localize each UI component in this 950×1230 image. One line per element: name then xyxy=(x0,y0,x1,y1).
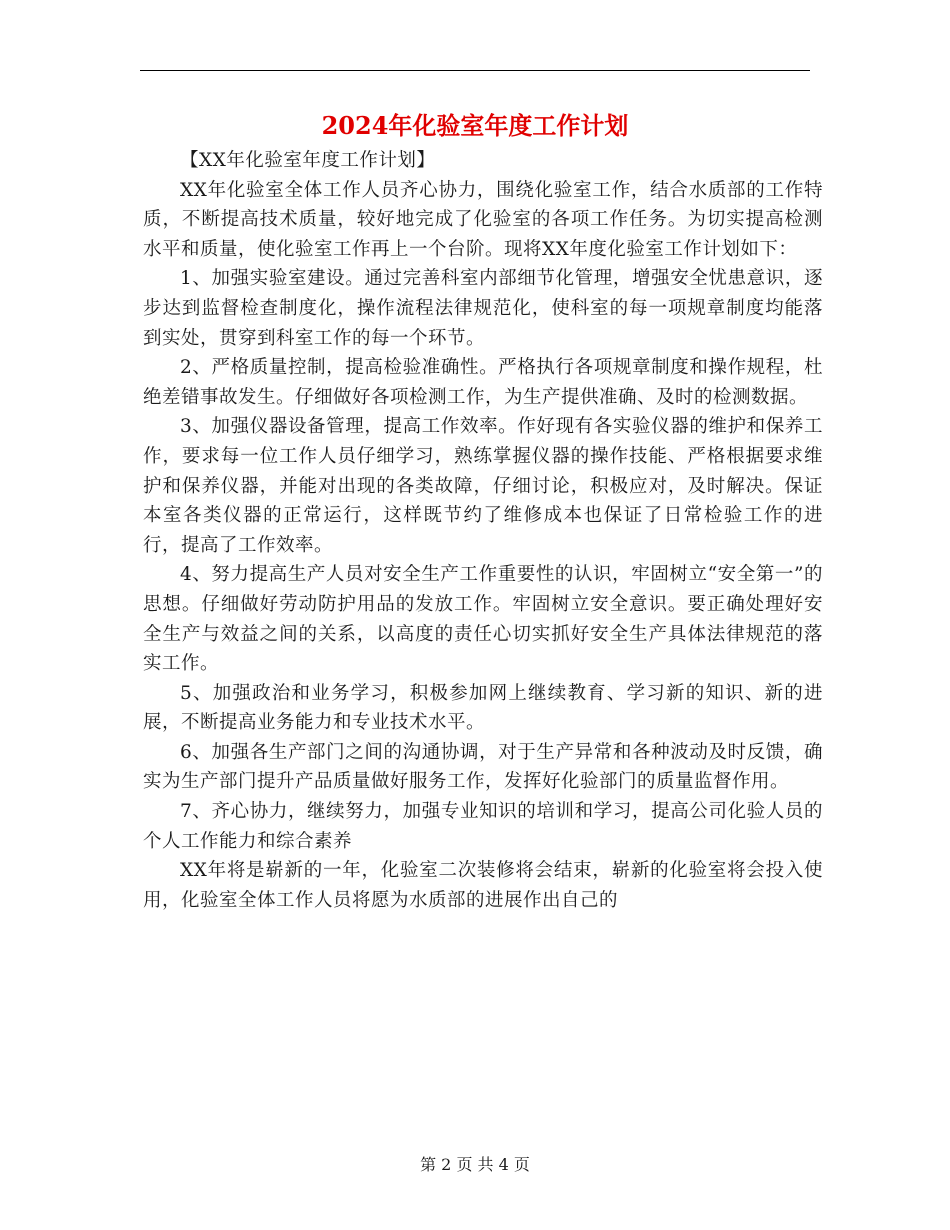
paragraph-subtitle: 【XX年化验室年度工作计划】 xyxy=(180,150,436,171)
paragraph-item-5: 5、加强政治和业务学习，积极参加网上继续教育、学习新的知识、新的进展，不断提高业务能力和专业技术水平。 xyxy=(143,682,823,734)
paragraph-intro: XX年化验室全体工作人员齐心协力，围绕化验室工作，结合水质部的工作特质，不断提高技术质量，较好地完成了化验室的各项工作任务。为切实提高检测水平和质量，使化验室工作再上一个台阶。现将XX年度化验室工作计划如下： xyxy=(143,179,823,260)
paragraph-item-4: 4、努力提高生产人员对安全生产工作重要性的认识，牢固树立“安全第一”的思想。仔细做好劳动防护用品的发放工作。牢固树立安全意识。要正确处理好安全生产与效益之间的关系，以高度的责任心切实抓好安全生产具体法律规范的落实工作。 xyxy=(143,564,823,675)
document-body xyxy=(143,146,823,915)
paragraph-item-3: 3、加强仪器设备管理，提高工作效率。作好现有各实验仪器的维护和保养工作，要求每一位工作人员仔细学习，熟练掌握仪器的操作技能、严格根据要求维护和保养仪器，并能对出现的各类故障，仔细讨论，积极应对，及时解决。保证本室各类仪器的正常运行，这样既节约了维修成本也保证了日常检验工作的进行，提高了工作效率。 xyxy=(143,416,823,556)
header-rule xyxy=(140,70,810,71)
paragraph-item-2: 2、严格质量控制，提高检验准确性。严格执行各项规章制度和操作规程，杜绝差错事故发生。仔细做好各项检测工作，为生产提供准确、及时的检测数据。 xyxy=(143,357,823,408)
page-number: 第 2 页 共 4 页 xyxy=(420,1155,530,1174)
paragraph-closing: XX年将是崭新的一年，化验室二次装修将会结束，崭新的化验室将会投入使用，化验室全体工作人员将愿为水质部的进展作出自己的 xyxy=(143,860,823,911)
paragraph-item-1: 1、加强实验室建设。通过完善科室内部细节化管理，增强安全忧患意识，逐步达到监督检查制度化，操作流程法律规范化，使科室的每一项规章制度均能落到实处，贯穿到科室工作的每一个环节。 xyxy=(143,268,823,349)
document-title: 2024年化验室年度工作计划 xyxy=(321,111,629,140)
paragraph-item-6: 6、加强各生产部门之间的沟通协调，对于生产异常和各种波动及时反馈，确实为生产部门提升产品质量做好服务工作，发挥好化验部门的质量监督作用。 xyxy=(143,741,823,793)
paragraph-item-7: 7、齐心协力，继续努力，加强专业知识的培训和学习，提高公司化验人员的个人工作能力和综合素养 xyxy=(143,801,823,852)
